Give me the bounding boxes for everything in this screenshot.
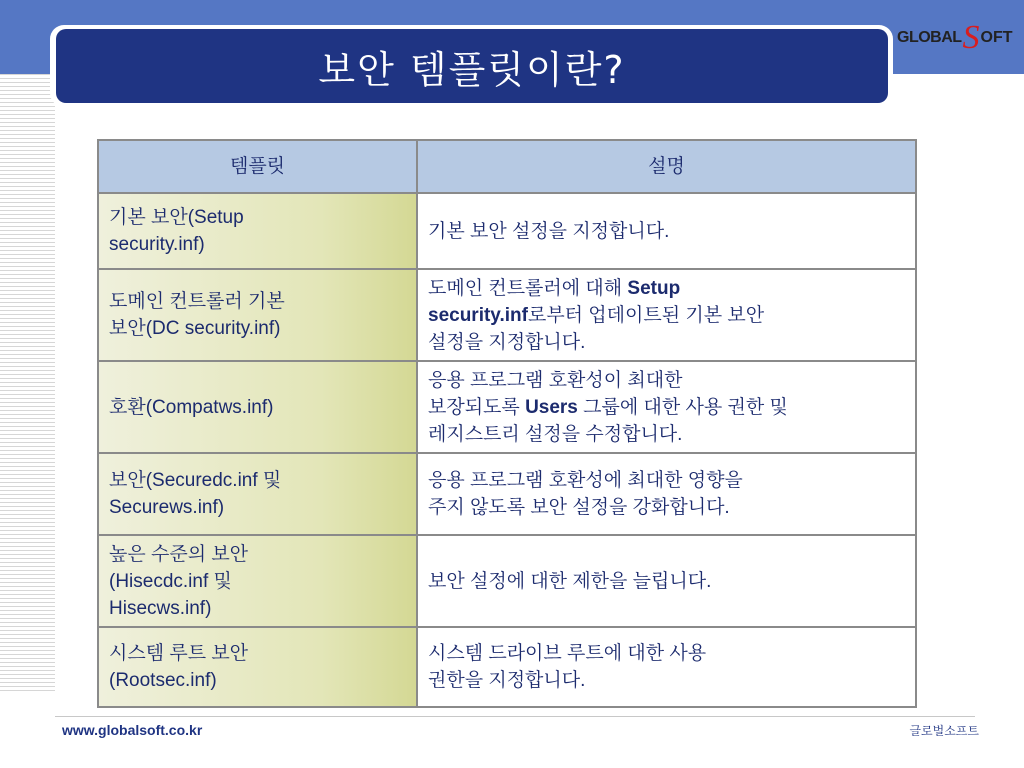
title-box	[56, 29, 888, 103]
template-name-line: Hisecws.inf)	[109, 597, 212, 619]
logo-text-right: OFT	[980, 29, 1013, 46]
template-name-cell	[98, 361, 417, 453]
description-cell	[417, 269, 916, 361]
description-line	[428, 667, 905, 694]
decorative-stripes	[0, 74, 55, 694]
template-name-cell	[98, 193, 417, 269]
description-text: 로부터 업데이트된 기본 보안	[527, 304, 765, 326]
slide-title: 보안 템플릿이란?	[318, 47, 626, 92]
description-line	[428, 394, 905, 421]
description-bold-text: security.inf	[428, 304, 528, 326]
description-line	[428, 640, 905, 667]
template-name-cell	[98, 627, 417, 707]
description-cell	[417, 535, 916, 627]
table-row	[98, 535, 916, 627]
description-line	[428, 367, 905, 394]
description-line	[428, 568, 905, 595]
header-description: 설명	[417, 140, 916, 193]
table-row	[98, 193, 916, 269]
footer-url[interactable]: www.globalsoft.co.kr	[62, 722, 203, 738]
template-name-cell	[98, 535, 417, 627]
description-bold-text: Users	[525, 396, 578, 418]
description-line	[428, 494, 905, 521]
template-table	[97, 139, 917, 708]
description-line	[428, 329, 905, 356]
description-text: 그룹에 대한 사용 권한 및	[577, 396, 788, 418]
template-name-line: security.inf)	[109, 234, 205, 255]
template-name-line: Securews.inf)	[109, 497, 225, 518]
template-name-line: 시스템 루트 보안	[109, 643, 249, 664]
footer-divider	[55, 716, 975, 717]
description-line	[428, 302, 905, 329]
description-cell	[417, 193, 916, 269]
template-name-line: 도메인 컨트롤러 기본	[109, 291, 285, 312]
template-name-line: 기본 보안(Setup	[109, 207, 244, 228]
template-name-cell	[98, 453, 417, 535]
description-text: 도메인 컨트롤러에 대해	[428, 277, 628, 299]
description-text: 설정을 지정합니다.	[428, 331, 586, 353]
template-name-line: 높은 수준의 보안	[109, 543, 249, 565]
template-name-line: (Hisecdc.inf 및	[109, 570, 232, 592]
description-cell	[417, 627, 916, 707]
logo-text-s: S	[962, 19, 980, 56]
description-text: 주지 않도록 보안 설정을 강화합니다.	[428, 497, 730, 518]
description-text: 보안 설정에 대한 제한을 늘립니다.	[428, 570, 712, 592]
description-line	[428, 218, 905, 245]
table-row	[98, 627, 916, 707]
description-text: 기본 보안 설정을 지정합니다.	[428, 220, 670, 242]
description-text: 레지스트리 설정을 수정합니다.	[428, 423, 683, 445]
description-line	[428, 421, 905, 448]
description-cell	[417, 453, 916, 535]
logo-text-left: GLOBAL	[897, 29, 962, 46]
description-text: 권한을 지정합니다.	[428, 670, 586, 691]
description-line	[428, 467, 905, 494]
description-text: 보장되도록	[428, 396, 526, 418]
description-text: 시스템 드라이브 루트에 대한 사용	[428, 643, 707, 664]
globalsoft-logo	[897, 18, 1019, 58]
description-text: 응용 프로그램 호환성이 최대한	[428, 369, 683, 391]
description-cell	[417, 361, 916, 453]
template-name-line: 보안(Securedc.inf 및	[109, 470, 282, 491]
template-name-line: (Rootsec.inf)	[109, 670, 217, 691]
table-row	[98, 361, 916, 453]
description-bold-text: Setup	[627, 277, 681, 299]
description-text: 응용 프로그램 호환성에 최대한 영향을	[428, 470, 743, 491]
description-line	[428, 275, 905, 302]
template-name-cell	[98, 269, 417, 361]
table-header-row	[98, 140, 916, 193]
table-row	[98, 453, 916, 535]
header-template: 템플릿	[98, 140, 417, 193]
template-name-line: 호환(Compatws.inf)	[109, 396, 274, 418]
table-row	[98, 269, 916, 361]
footer-company: 글로벌소프트	[909, 724, 979, 738]
template-name-line: 보안(DC security.inf)	[109, 318, 281, 339]
